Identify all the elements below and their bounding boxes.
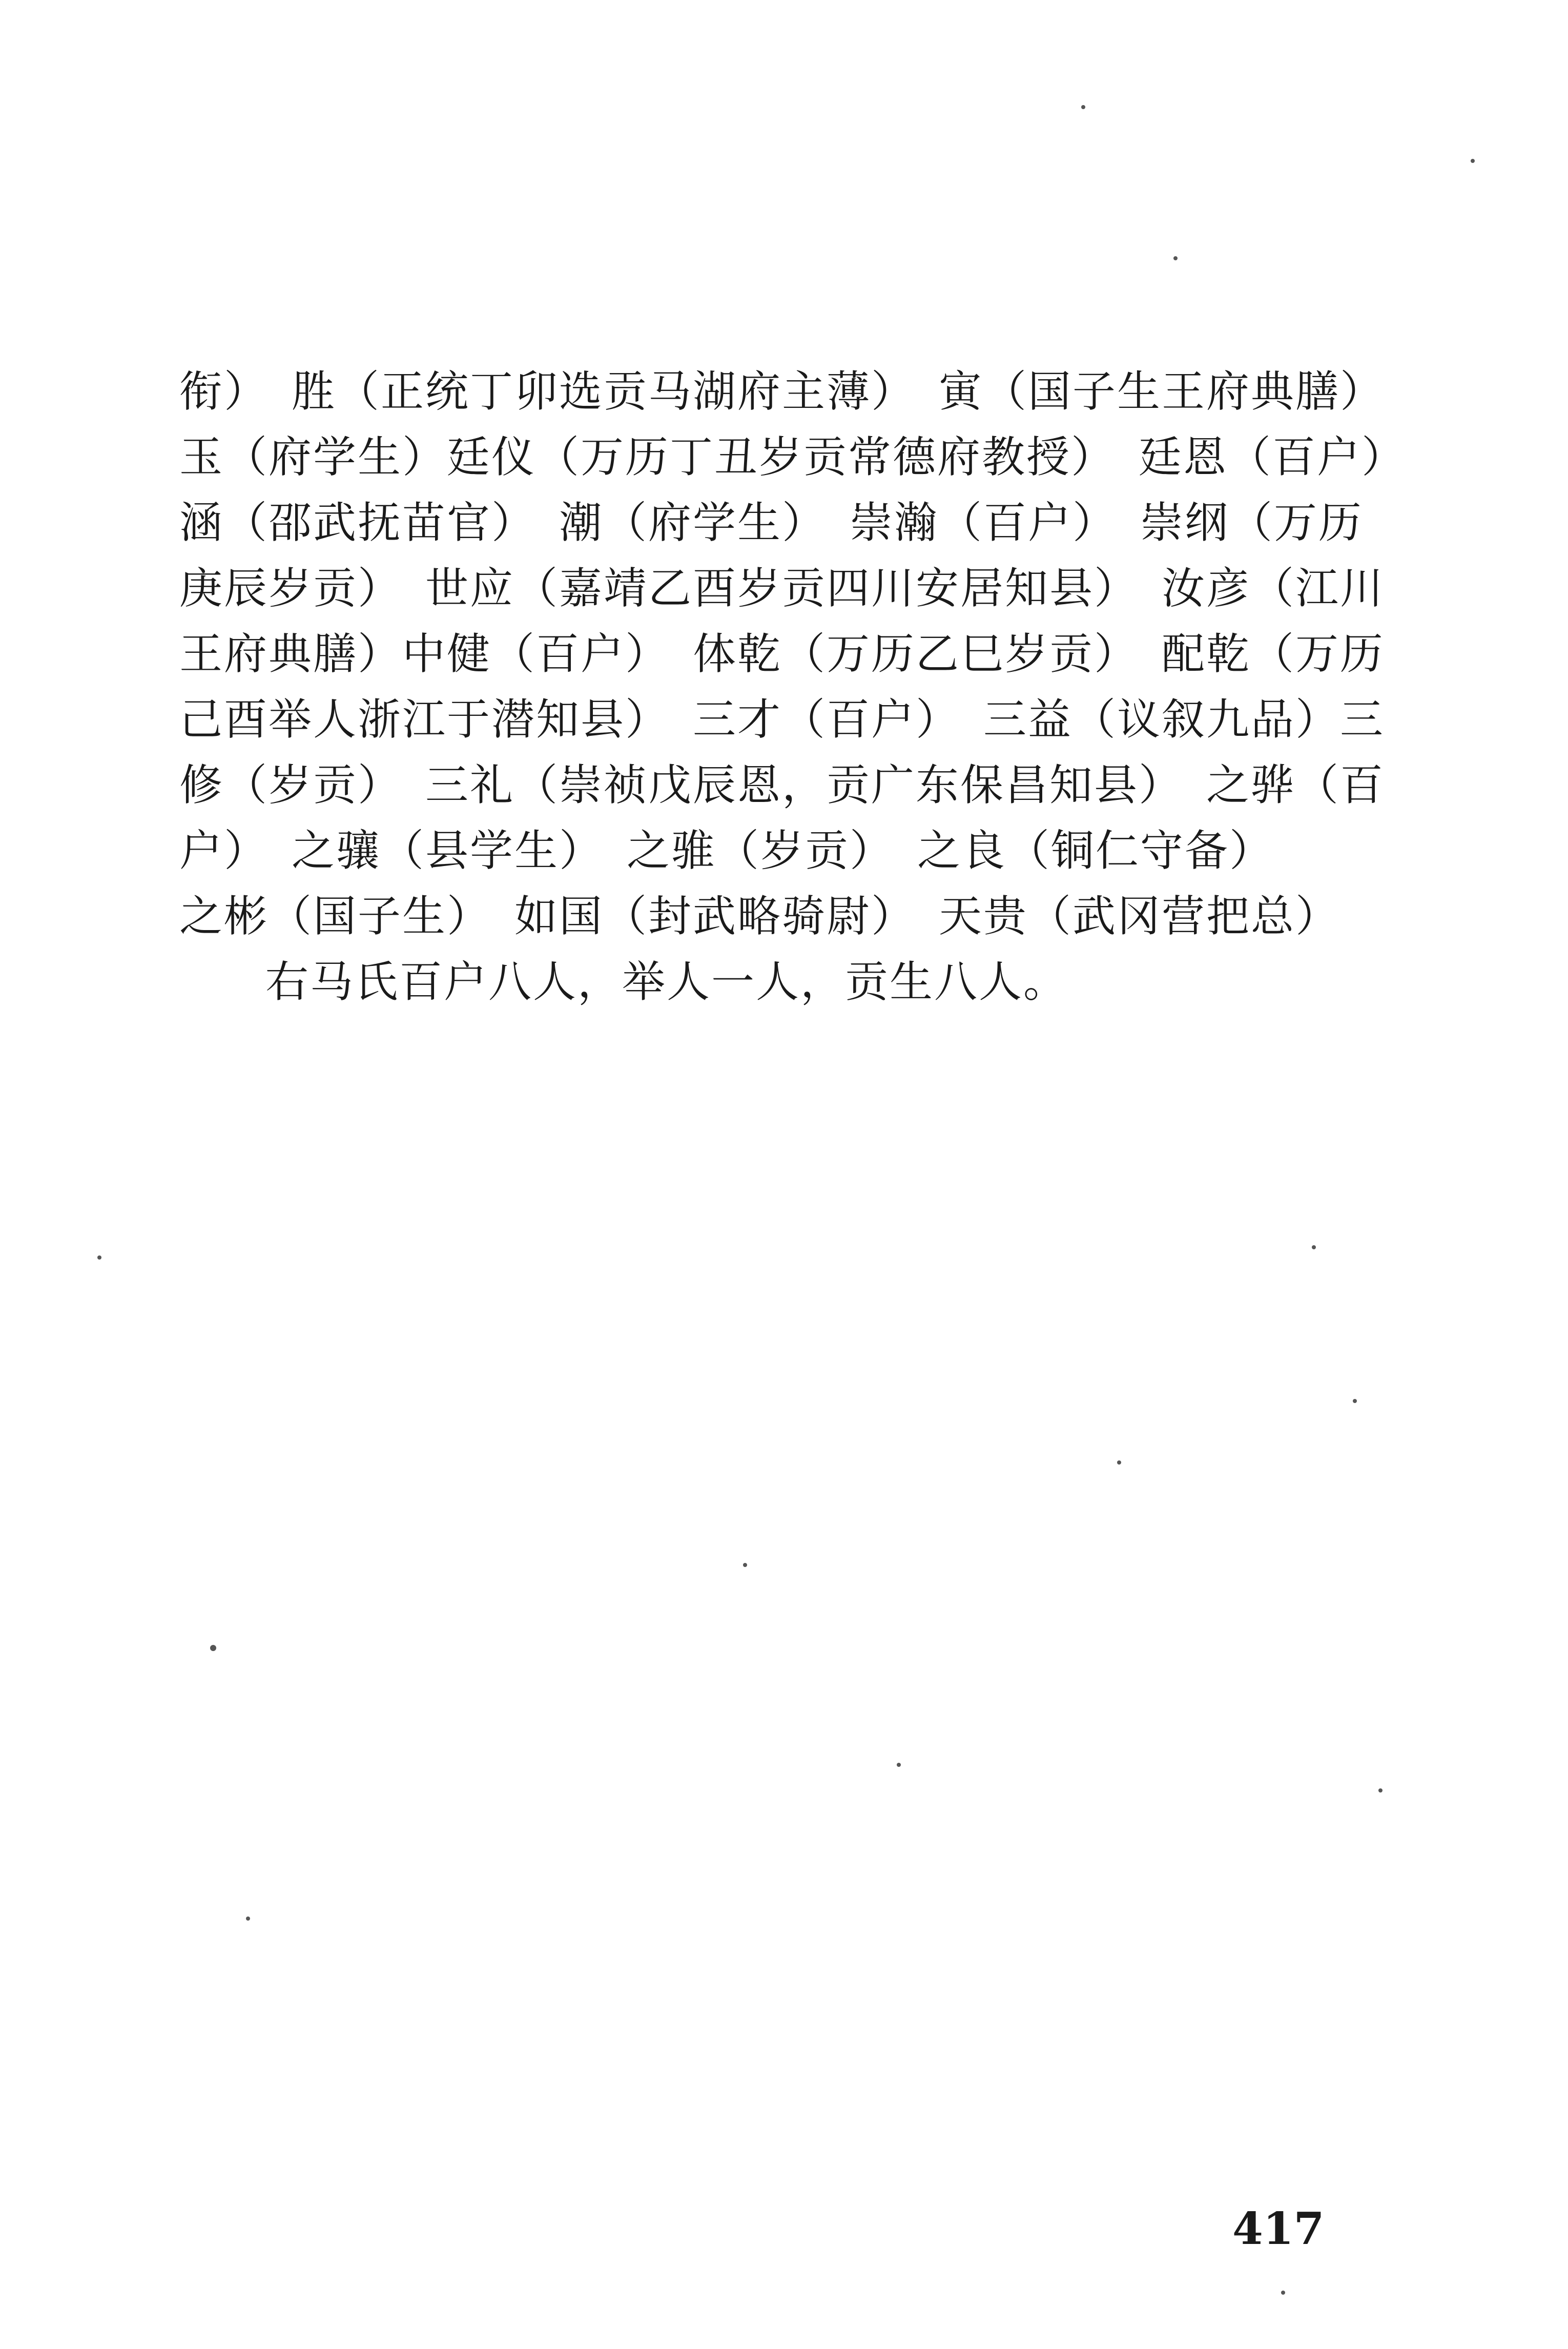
scan-speck — [97, 1255, 101, 1260]
text-line: 衔） 胜（正统丁卯选贡马湖府主薄） 寅（国子生王府典膳） — [179, 366, 1385, 417]
text-line: 修（岁贡） 三礼（崇祯戊辰恩，贡广东保昌知县） 之骅（百 — [179, 760, 1385, 810]
text-line: 之彬（国子生） 如国（封武略骑尉） 天贵（武冈营把总） — [179, 891, 1340, 941]
scan-speck — [1281, 2291, 1285, 2295]
scan-speck — [1117, 1460, 1121, 1465]
genealogy-text-block — [179, 359, 1409, 1015]
scan-speck — [1081, 105, 1085, 109]
scan-speck — [1312, 1245, 1316, 1249]
text-line: 己酉举人浙江于潜知县） 三才（百户） 三益（议叙九品）三 — [179, 694, 1385, 745]
text-line: 涵（邵武抚苗官） 潮（府学生） 崇瀚（百户） 崇纲（万历 — [179, 498, 1364, 548]
scan-speck — [246, 1917, 250, 1921]
scan-speck — [743, 1563, 747, 1567]
scan-speck — [1378, 1788, 1383, 1792]
scan-speck — [1353, 1399, 1357, 1403]
text-line: 户） 之骧（县学生） 之骓（岁贡） 之良（铜仁守备） — [179, 826, 1274, 876]
text-line: 王府典膳）中健（百户） 体乾（万历乙巳岁贡） 配乾（万历 — [179, 629, 1385, 679]
scan-speck — [1173, 256, 1178, 260]
text-line: 玉（府学生）廷仪（万历丁丑岁贡常德府教授） 廷恩（百户） — [179, 432, 1407, 482]
summary-line: 右马氏百户八人，举人一人，贡生八人。 — [265, 957, 1068, 1007]
page-number: 417 — [1232, 2203, 1325, 2255]
scan-speck — [1471, 159, 1475, 163]
text-line: 庚辰岁贡） 世应（嘉靖乙酉岁贡四川安居知县） 汝彦（江川 — [179, 563, 1385, 613]
scan-speck — [897, 1763, 901, 1767]
scan-speck — [210, 1645, 216, 1651]
